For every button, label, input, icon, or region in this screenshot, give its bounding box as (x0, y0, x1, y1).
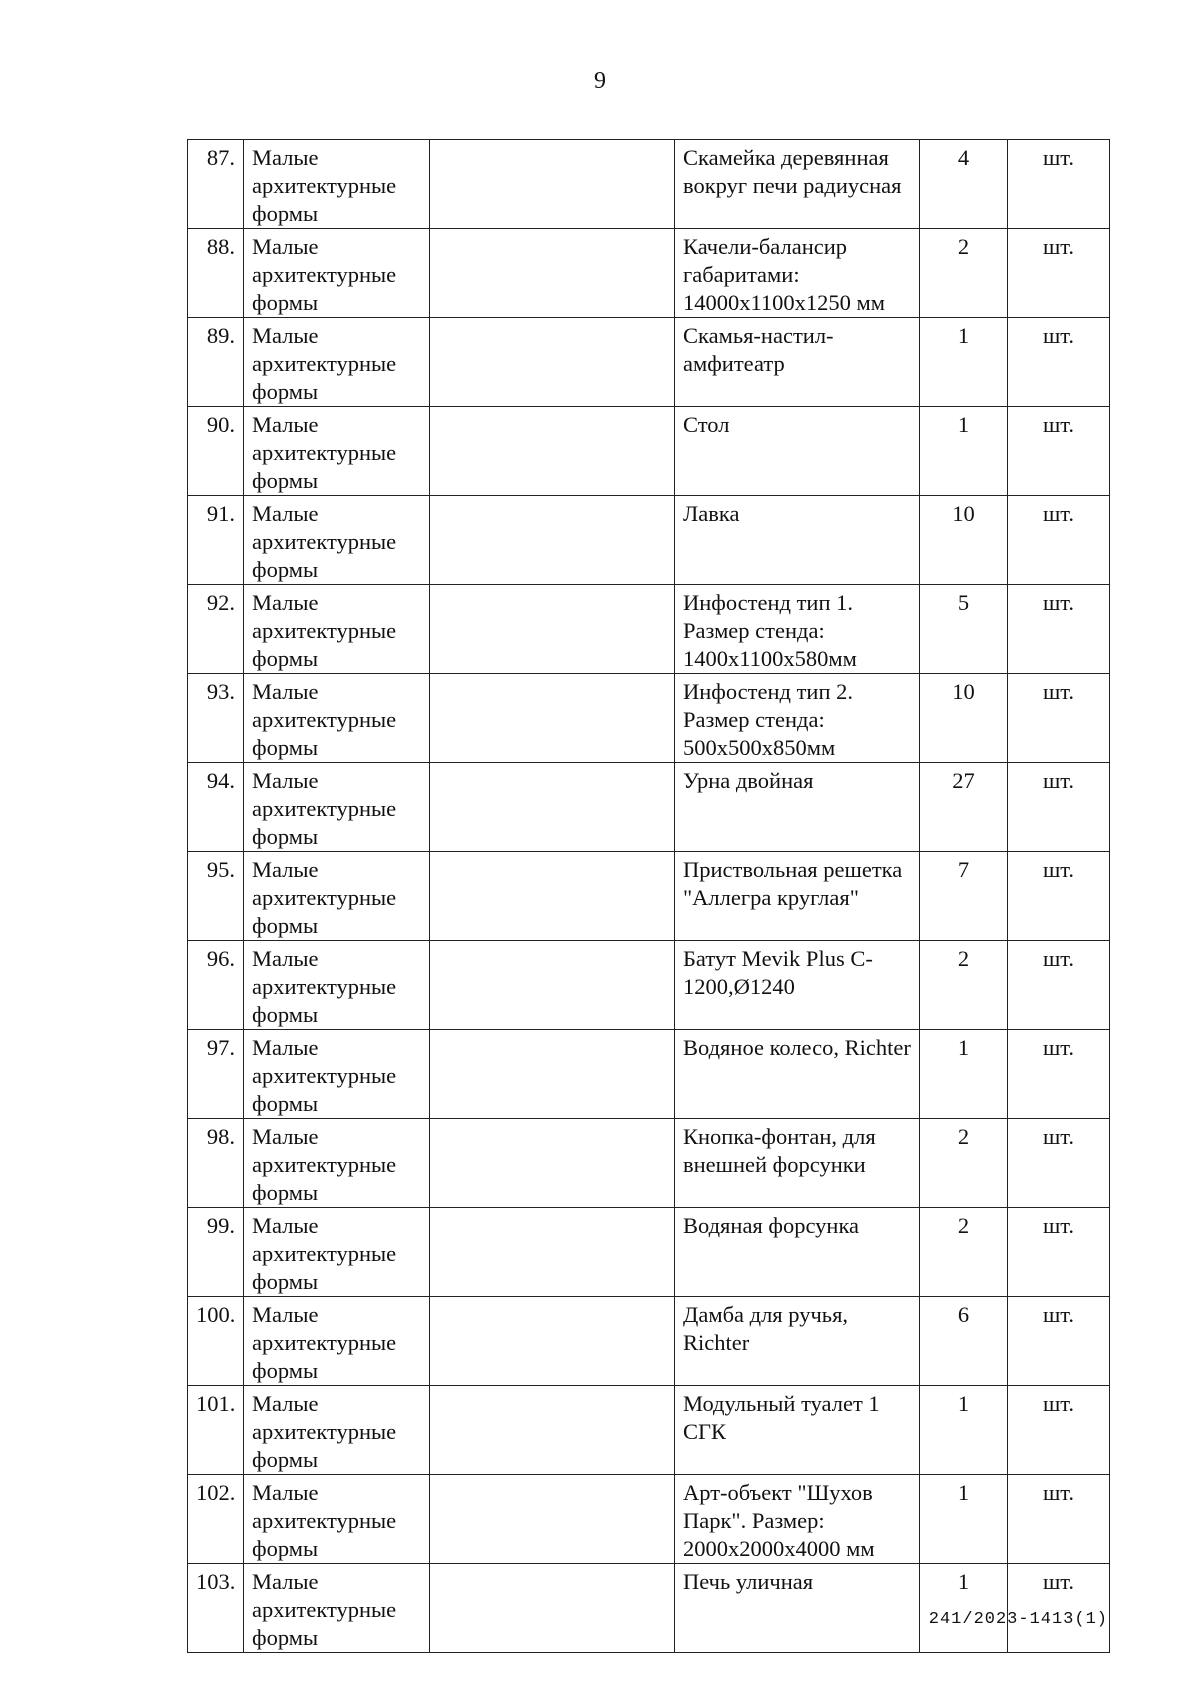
row-number-cell: 88. (188, 229, 244, 318)
item-unit-cell: шт. (1008, 763, 1110, 852)
row-number-cell: 92. (188, 585, 244, 674)
table-row (188, 674, 1110, 763)
item-quantity-cell: 1 (920, 407, 1008, 496)
row-number-cell: 99. (188, 1208, 244, 1297)
row-number-cell: 94. (188, 763, 244, 852)
item-quantity-cell: 1 (920, 1475, 1008, 1564)
item-quantity-cell: 2 (920, 229, 1008, 318)
item-type-cell: Малые архитектурные формы (244, 763, 430, 852)
row-number-cell: 95. (188, 852, 244, 941)
table-row (188, 318, 1110, 407)
item-name-cell: Дамба для ручья, Richter (675, 1297, 920, 1386)
item-extra-cell (430, 1475, 675, 1564)
table-row (188, 1564, 1110, 1653)
item-extra-cell (430, 1208, 675, 1297)
item-name-cell: Скамейка деревянная вокруг печи радиусная (675, 140, 920, 229)
item-type-cell: Малые архитектурные формы (244, 318, 430, 407)
row-number-cell: 90. (188, 407, 244, 496)
item-unit-cell: шт. (1008, 1030, 1110, 1119)
item-name-cell: Стол (675, 407, 920, 496)
item-unit-cell: шт. (1008, 496, 1110, 585)
item-unit-cell: шт. (1008, 1119, 1110, 1208)
item-quantity-cell: 5 (920, 585, 1008, 674)
item-extra-cell (430, 229, 675, 318)
item-name-cell: Водяная форсунка (675, 1208, 920, 1297)
item-type-cell: Малые архитектурные формы (244, 1208, 430, 1297)
item-name-cell: Приствольная решетка "Аллегра круглая" (675, 852, 920, 941)
item-extra-cell (430, 1119, 675, 1208)
item-name-cell: Печь уличная (675, 1564, 920, 1653)
page-number: 9 (594, 68, 606, 94)
item-unit-cell: шт. (1008, 941, 1110, 1030)
item-quantity-cell: 10 (920, 496, 1008, 585)
item-type-cell: Малые архитектурные формы (244, 1297, 430, 1386)
table-row (188, 763, 1110, 852)
item-extra-cell (430, 674, 675, 763)
item-quantity-cell: 10 (920, 674, 1008, 763)
row-number-cell: 93. (188, 674, 244, 763)
row-number-cell: 91. (188, 496, 244, 585)
item-extra-cell (430, 1564, 675, 1653)
document-code: 241/2023-1413(1) (928, 1610, 1108, 1629)
item-type-cell: Малые архитектурные формы (244, 1119, 430, 1208)
item-extra-cell (430, 407, 675, 496)
table-row (188, 852, 1110, 941)
row-number-cell: 103. (188, 1564, 244, 1653)
item-type-cell: Малые архитектурные формы (244, 496, 430, 585)
table-row (188, 407, 1110, 496)
item-extra-cell (430, 585, 675, 674)
item-unit-cell: шт. (1008, 407, 1110, 496)
item-name-cell: Инфостенд тип 2. Размер стенда: 500х500х850мм (675, 674, 920, 763)
item-type-cell: Малые архитектурные формы (244, 852, 430, 941)
table-row (188, 1208, 1110, 1297)
item-unit-cell: шт. (1008, 1297, 1110, 1386)
item-extra-cell (430, 763, 675, 852)
item-unit-cell: шт. (1008, 1208, 1110, 1297)
item-quantity-cell: 1 (920, 318, 1008, 407)
item-unit-cell: шт. (1008, 852, 1110, 941)
item-type-cell: Малые архитектурные формы (244, 407, 430, 496)
table-row (188, 140, 1110, 229)
item-quantity-cell: 2 (920, 1208, 1008, 1297)
item-extra-cell (430, 140, 675, 229)
item-type-cell: Малые архитектурные формы (244, 229, 430, 318)
item-quantity-cell: 1 (920, 1386, 1008, 1475)
item-quantity-cell: 6 (920, 1297, 1008, 1386)
items-table (187, 139, 1110, 1653)
item-unit-cell: шт. (1008, 318, 1110, 407)
items-table-body (188, 140, 1110, 1653)
row-number-cell: 97. (188, 1030, 244, 1119)
item-type-cell: Малые архитектурные формы (244, 941, 430, 1030)
item-type-cell: Малые архитектурные формы (244, 140, 430, 229)
item-unit-cell: шт. (1008, 140, 1110, 229)
item-quantity-cell: 27 (920, 763, 1008, 852)
table-row (188, 1030, 1110, 1119)
row-number-cell: 87. (188, 140, 244, 229)
item-type-cell: Малые архитектурные формы (244, 674, 430, 763)
item-unit-cell: шт. (1008, 1475, 1110, 1564)
item-unit-cell: шт. (1008, 1386, 1110, 1475)
item-type-cell: Малые архитектурные формы (244, 1564, 430, 1653)
item-quantity-cell: 1 (920, 1030, 1008, 1119)
item-unit-cell: шт. (1008, 229, 1110, 318)
row-number-cell: 98. (188, 1119, 244, 1208)
table-row (188, 1297, 1110, 1386)
item-type-cell: Малые архитектурные формы (244, 1030, 430, 1119)
item-quantity-cell: 2 (920, 941, 1008, 1030)
row-number-cell: 89. (188, 318, 244, 407)
item-extra-cell (430, 1030, 675, 1119)
item-extra-cell (430, 1297, 675, 1386)
item-extra-cell (430, 852, 675, 941)
table-row (188, 229, 1110, 318)
item-name-cell: Арт-объект "Шухов Парк". Размер: 2000х2000х4000 мм (675, 1475, 920, 1564)
item-unit-cell: шт. (1008, 674, 1110, 763)
item-name-cell: Инфостенд тип 1. Размер стенда: 1400х1100х580мм (675, 585, 920, 674)
item-name-cell: Батут Mevik Plus C-1200,Ø1240 (675, 941, 920, 1030)
table-row (188, 1475, 1110, 1564)
item-name-cell: Качели-балансир габаритами: 14000х1100х1250 мм (675, 229, 920, 318)
item-name-cell: Скамья-настил-амфитеатр (675, 318, 920, 407)
table-row (188, 1386, 1110, 1475)
row-number-cell: 101. (188, 1386, 244, 1475)
item-quantity-cell: 2 (920, 1119, 1008, 1208)
item-extra-cell (430, 496, 675, 585)
row-number-cell: 96. (188, 941, 244, 1030)
table-row (188, 585, 1110, 674)
item-name-cell: Лавка (675, 496, 920, 585)
row-number-cell: 102. (188, 1475, 244, 1564)
item-type-cell: Малые архитектурные формы (244, 1386, 430, 1475)
item-name-cell: Кнопка-фонтан, для внешней форсунки (675, 1119, 920, 1208)
table-row (188, 496, 1110, 585)
item-quantity-cell: 1 (920, 1564, 1008, 1653)
item-quantity-cell: 7 (920, 852, 1008, 941)
item-name-cell: Модульный туалет 1 СГК (675, 1386, 920, 1475)
item-name-cell: Водяное колесо, Richter (675, 1030, 920, 1119)
item-extra-cell (430, 1386, 675, 1475)
item-type-cell: Малые архитектурные формы (244, 1475, 430, 1564)
item-type-cell: Малые архитектурные формы (244, 585, 430, 674)
item-quantity-cell: 4 (920, 140, 1008, 229)
item-unit-cell: шт. (1008, 585, 1110, 674)
table-row (188, 941, 1110, 1030)
table-row (188, 1119, 1110, 1208)
row-number-cell: 100. (188, 1297, 244, 1386)
item-extra-cell (430, 318, 675, 407)
item-unit-cell: шт. (1008, 1564, 1110, 1653)
item-name-cell: Урна двойная (675, 763, 920, 852)
item-extra-cell (430, 941, 675, 1030)
